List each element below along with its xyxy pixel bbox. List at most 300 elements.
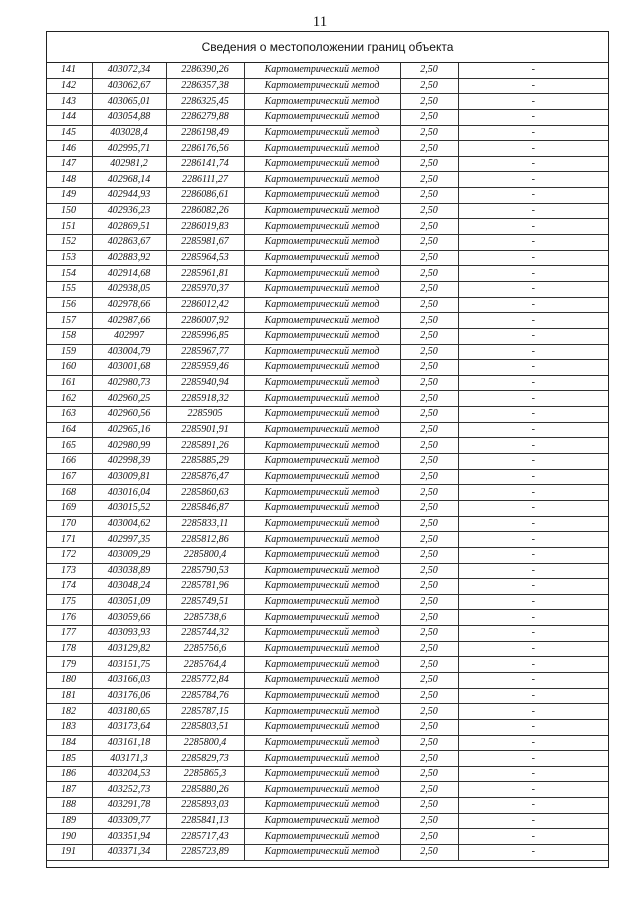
x-coordinate-cell: 403038,89 (92, 563, 166, 579)
y-coordinate-cell: 2285964,53 (166, 250, 244, 266)
note-cell: - (458, 782, 608, 798)
note-cell: - (458, 391, 608, 407)
x-coordinate-cell: 403016,04 (92, 485, 166, 501)
x-coordinate-cell: 403176,06 (92, 688, 166, 704)
method-cell: Картометрический метод (244, 641, 400, 657)
accuracy-cell: 2,50 (400, 485, 458, 501)
accuracy-cell: 2,50 (400, 360, 458, 376)
accuracy-cell: 2,50 (400, 845, 458, 861)
table-row (47, 766, 608, 782)
x-coordinate-cell: 402883,92 (92, 250, 166, 266)
x-coordinate-cell: 403151,75 (92, 657, 166, 673)
accuracy-cell: 2,50 (400, 547, 458, 563)
note-cell: - (458, 235, 608, 251)
x-coordinate-cell: 403173,64 (92, 719, 166, 735)
table-row (47, 313, 608, 329)
table-row (47, 78, 608, 94)
method-cell: Картометрический метод (244, 782, 400, 798)
accuracy-cell: 2,50 (400, 235, 458, 251)
table-row (47, 579, 608, 595)
point-number-cell: 156 (47, 297, 92, 313)
table-row (47, 688, 608, 704)
x-coordinate-cell: 403351,94 (92, 829, 166, 845)
note-cell: - (458, 626, 608, 642)
accuracy-cell: 2,50 (400, 813, 458, 829)
method-cell: Картометрический метод (244, 391, 400, 407)
note-cell: - (458, 375, 608, 391)
y-coordinate-cell: 2286082,26 (166, 203, 244, 219)
y-coordinate-cell: 2286111,27 (166, 172, 244, 188)
accuracy-cell: 2,50 (400, 672, 458, 688)
x-coordinate-cell: 402960,56 (92, 407, 166, 423)
x-coordinate-cell: 402869,51 (92, 219, 166, 235)
table-row (47, 594, 608, 610)
point-number-cell: 188 (47, 798, 92, 814)
x-coordinate-cell: 403059,66 (92, 610, 166, 626)
y-coordinate-cell: 2285891,26 (166, 438, 244, 454)
method-cell: Картометрический метод (244, 766, 400, 782)
table-row (47, 641, 608, 657)
method-cell: Картометрический метод (244, 328, 400, 344)
method-cell: Картометрический метод (244, 125, 400, 141)
y-coordinate-cell: 2285961,81 (166, 266, 244, 282)
point-number-cell: 178 (47, 641, 92, 657)
accuracy-cell: 2,50 (400, 782, 458, 798)
note-cell: - (458, 845, 608, 861)
accuracy-cell: 2,50 (400, 657, 458, 673)
note-cell: - (458, 281, 608, 297)
table-row (47, 563, 608, 579)
point-number-cell: 158 (47, 328, 92, 344)
note-cell: - (458, 203, 608, 219)
y-coordinate-cell: 2285833,11 (166, 516, 244, 532)
accuracy-cell: 2,50 (400, 141, 458, 157)
note-cell: - (458, 469, 608, 485)
x-coordinate-cell: 403001,68 (92, 360, 166, 376)
method-cell: Картометрический метод (244, 719, 400, 735)
y-coordinate-cell: 2285841,13 (166, 813, 244, 829)
point-number-cell: 161 (47, 375, 92, 391)
y-coordinate-cell: 2286019,83 (166, 219, 244, 235)
y-coordinate-cell: 2286390,26 (166, 63, 244, 78)
point-number-cell: 152 (47, 235, 92, 251)
x-coordinate-cell: 402978,66 (92, 297, 166, 313)
y-coordinate-cell: 2285800,4 (166, 735, 244, 751)
note-cell: - (458, 735, 608, 751)
method-cell: Картометрический метод (244, 375, 400, 391)
point-number-cell: 168 (47, 485, 92, 501)
note-cell: - (458, 109, 608, 125)
accuracy-cell: 2,50 (400, 422, 458, 438)
y-coordinate-cell: 2285967,77 (166, 344, 244, 360)
accuracy-cell: 2,50 (400, 125, 458, 141)
y-coordinate-cell: 2285885,29 (166, 454, 244, 470)
note-cell: - (458, 688, 608, 704)
x-coordinate-cell: 402997,35 (92, 532, 166, 548)
x-coordinate-cell: 403004,79 (92, 344, 166, 360)
method-cell: Картометрический метод (244, 845, 400, 861)
table-row (47, 63, 608, 78)
accuracy-cell: 2,50 (400, 328, 458, 344)
method-cell: Картометрический метод (244, 735, 400, 751)
y-coordinate-cell: 2285905 (166, 407, 244, 423)
x-coordinate-cell: 403051,09 (92, 594, 166, 610)
x-coordinate-cell: 402987,66 (92, 313, 166, 329)
note-cell: - (458, 344, 608, 360)
point-number-cell: 186 (47, 766, 92, 782)
table-row (47, 344, 608, 360)
point-number-cell: 147 (47, 156, 92, 172)
page-number: 11 (312, 14, 328, 30)
method-cell: Картометрический метод (244, 500, 400, 516)
note-cell: - (458, 125, 608, 141)
accuracy-cell: 2,50 (400, 188, 458, 204)
accuracy-cell: 2,50 (400, 641, 458, 657)
accuracy-cell: 2,50 (400, 594, 458, 610)
point-number-cell: 176 (47, 610, 92, 626)
y-coordinate-cell: 2286279,88 (166, 109, 244, 125)
note-cell: - (458, 813, 608, 829)
method-cell: Картометрический метод (244, 297, 400, 313)
table-row (47, 532, 608, 548)
table-row (47, 281, 608, 297)
boundary-table-sheet (46, 31, 609, 868)
accuracy-cell: 2,50 (400, 297, 458, 313)
accuracy-cell: 2,50 (400, 704, 458, 720)
x-coordinate-cell: 402995,71 (92, 141, 166, 157)
accuracy-cell: 2,50 (400, 344, 458, 360)
point-number-cell: 182 (47, 704, 92, 720)
table-row (47, 219, 608, 235)
table-row (47, 391, 608, 407)
table-row (47, 782, 608, 798)
point-number-cell: 165 (47, 438, 92, 454)
note-cell: - (458, 454, 608, 470)
method-cell: Картометрический метод (244, 579, 400, 595)
coordinates-table (47, 63, 608, 861)
table-row (47, 141, 608, 157)
note-cell: - (458, 438, 608, 454)
accuracy-cell: 2,50 (400, 266, 458, 282)
y-coordinate-cell: 2285860,63 (166, 485, 244, 501)
note-cell: - (458, 829, 608, 845)
table-row (47, 266, 608, 282)
x-coordinate-cell: 403009,29 (92, 547, 166, 563)
point-number-cell: 181 (47, 688, 92, 704)
y-coordinate-cell: 2285996,85 (166, 328, 244, 344)
point-number-cell: 184 (47, 735, 92, 751)
method-cell: Картометрический метод (244, 485, 400, 501)
y-coordinate-cell: 2285803,51 (166, 719, 244, 735)
section-title: Сведения о местоположении границ объекта (47, 32, 608, 63)
table-row (47, 813, 608, 829)
point-number-cell: 172 (47, 547, 92, 563)
y-coordinate-cell: 2285744,32 (166, 626, 244, 642)
y-coordinate-cell: 2285738,6 (166, 610, 244, 626)
accuracy-cell: 2,50 (400, 94, 458, 110)
table-row (47, 547, 608, 563)
x-coordinate-cell: 402997 (92, 328, 166, 344)
note-cell: - (458, 313, 608, 329)
y-coordinate-cell: 2286086,61 (166, 188, 244, 204)
accuracy-cell: 2,50 (400, 391, 458, 407)
table-row (47, 250, 608, 266)
method-cell: Картометрический метод (244, 63, 400, 78)
point-number-cell: 170 (47, 516, 92, 532)
y-coordinate-cell: 2285940,94 (166, 375, 244, 391)
y-coordinate-cell: 2285893,03 (166, 798, 244, 814)
method-cell: Картометрический метод (244, 109, 400, 125)
y-coordinate-cell: 2285829,73 (166, 751, 244, 767)
x-coordinate-cell: 403129,82 (92, 641, 166, 657)
table-row (47, 704, 608, 720)
method-cell: Картометрический метод (244, 688, 400, 704)
method-cell: Картометрический метод (244, 235, 400, 251)
y-coordinate-cell: 2285812,86 (166, 532, 244, 548)
accuracy-cell: 2,50 (400, 579, 458, 595)
note-cell: - (458, 798, 608, 814)
note-cell: - (458, 704, 608, 720)
x-coordinate-cell: 403015,52 (92, 500, 166, 516)
accuracy-cell: 2,50 (400, 250, 458, 266)
y-coordinate-cell: 2285901,91 (166, 422, 244, 438)
accuracy-cell: 2,50 (400, 626, 458, 642)
note-cell: - (458, 751, 608, 767)
y-coordinate-cell: 2285764,4 (166, 657, 244, 673)
y-coordinate-cell: 2285749,51 (166, 594, 244, 610)
note-cell: - (458, 579, 608, 595)
accuracy-cell: 2,50 (400, 63, 458, 78)
table-row (47, 125, 608, 141)
y-coordinate-cell: 2285781,96 (166, 579, 244, 595)
y-coordinate-cell: 2285772,84 (166, 672, 244, 688)
y-coordinate-cell: 2285880,26 (166, 782, 244, 798)
method-cell: Картометрический метод (244, 813, 400, 829)
y-coordinate-cell: 2286357,38 (166, 78, 244, 94)
method-cell: Картометрический метод (244, 219, 400, 235)
note-cell: - (458, 657, 608, 673)
method-cell: Картометрический метод (244, 829, 400, 845)
accuracy-cell: 2,50 (400, 438, 458, 454)
point-number-cell: 142 (47, 78, 92, 94)
table-row (47, 94, 608, 110)
method-cell: Картометрический метод (244, 422, 400, 438)
point-number-cell: 171 (47, 532, 92, 548)
note-cell: - (458, 266, 608, 282)
table-row (47, 438, 608, 454)
point-number-cell: 169 (47, 500, 92, 516)
x-coordinate-cell: 402980,73 (92, 375, 166, 391)
method-cell: Картометрический метод (244, 798, 400, 814)
x-coordinate-cell: 403166,03 (92, 672, 166, 688)
method-cell: Картометрический метод (244, 610, 400, 626)
accuracy-cell: 2,50 (400, 313, 458, 329)
method-cell: Картометрический метод (244, 156, 400, 172)
method-cell: Картометрический метод (244, 751, 400, 767)
table-row (47, 407, 608, 423)
note-cell: - (458, 594, 608, 610)
method-cell: Картометрический метод (244, 141, 400, 157)
method-cell: Картометрический метод (244, 594, 400, 610)
y-coordinate-cell: 2285800,4 (166, 547, 244, 563)
accuracy-cell: 2,50 (400, 203, 458, 219)
y-coordinate-cell: 2286007,92 (166, 313, 244, 329)
method-cell: Картометрический метод (244, 172, 400, 188)
table-row (47, 719, 608, 735)
x-coordinate-cell: 403252,73 (92, 782, 166, 798)
table-row (47, 657, 608, 673)
table-row (47, 500, 608, 516)
method-cell: Картометрический метод (244, 313, 400, 329)
accuracy-cell: 2,50 (400, 156, 458, 172)
method-cell: Картометрический метод (244, 547, 400, 563)
point-number-cell: 162 (47, 391, 92, 407)
note-cell: - (458, 422, 608, 438)
y-coordinate-cell: 2285717,43 (166, 829, 244, 845)
point-number-cell: 153 (47, 250, 92, 266)
note-cell: - (458, 516, 608, 532)
x-coordinate-cell: 403009,81 (92, 469, 166, 485)
table-row (47, 516, 608, 532)
accuracy-cell: 2,50 (400, 751, 458, 767)
method-cell: Картометрический метод (244, 626, 400, 642)
accuracy-cell: 2,50 (400, 500, 458, 516)
point-number-cell: 174 (47, 579, 92, 595)
table-row (47, 156, 608, 172)
y-coordinate-cell: 2286012,42 (166, 297, 244, 313)
table-row (47, 626, 608, 642)
note-cell: - (458, 94, 608, 110)
table-row (47, 829, 608, 845)
table-row (47, 422, 608, 438)
accuracy-cell: 2,50 (400, 469, 458, 485)
x-coordinate-cell: 402981,2 (92, 156, 166, 172)
table-row (47, 375, 608, 391)
method-cell: Картометрический метод (244, 563, 400, 579)
point-number-cell: 166 (47, 454, 92, 470)
note-cell: - (458, 328, 608, 344)
point-number-cell: 173 (47, 563, 92, 579)
point-number-cell: 151 (47, 219, 92, 235)
note-cell: - (458, 63, 608, 78)
note-cell: - (458, 563, 608, 579)
x-coordinate-cell: 402938,05 (92, 281, 166, 297)
note-cell: - (458, 610, 608, 626)
x-coordinate-cell: 402980,99 (92, 438, 166, 454)
point-number-cell: 146 (47, 141, 92, 157)
y-coordinate-cell: 2285787,15 (166, 704, 244, 720)
method-cell: Картометрический метод (244, 516, 400, 532)
x-coordinate-cell: 403371,34 (92, 845, 166, 861)
note-cell: - (458, 672, 608, 688)
y-coordinate-cell: 2285981,67 (166, 235, 244, 251)
accuracy-cell: 2,50 (400, 829, 458, 845)
point-number-cell: 154 (47, 266, 92, 282)
point-number-cell: 155 (47, 281, 92, 297)
method-cell: Картометрический метод (244, 532, 400, 548)
point-number-cell: 149 (47, 188, 92, 204)
table-row (47, 610, 608, 626)
note-cell: - (458, 219, 608, 235)
x-coordinate-cell: 403093,93 (92, 626, 166, 642)
y-coordinate-cell: 2285723,89 (166, 845, 244, 861)
table-row (47, 469, 608, 485)
accuracy-cell: 2,50 (400, 375, 458, 391)
point-number-cell: 150 (47, 203, 92, 219)
method-cell: Картометрический метод (244, 407, 400, 423)
y-coordinate-cell: 2286325,45 (166, 94, 244, 110)
point-number-cell: 167 (47, 469, 92, 485)
y-coordinate-cell: 2285790,53 (166, 563, 244, 579)
point-number-cell: 190 (47, 829, 92, 845)
point-number-cell: 187 (47, 782, 92, 798)
accuracy-cell: 2,50 (400, 109, 458, 125)
method-cell: Картометрический метод (244, 281, 400, 297)
y-coordinate-cell: 2285876,47 (166, 469, 244, 485)
note-cell: - (458, 297, 608, 313)
y-coordinate-cell: 2285784,76 (166, 688, 244, 704)
note-cell: - (458, 766, 608, 782)
note-cell: - (458, 360, 608, 376)
accuracy-cell: 2,50 (400, 719, 458, 735)
table-row (47, 751, 608, 767)
y-coordinate-cell: 2285959,46 (166, 360, 244, 376)
table-row (47, 672, 608, 688)
point-number-cell: 145 (47, 125, 92, 141)
method-cell: Картометрический метод (244, 438, 400, 454)
method-cell: Картометрический метод (244, 704, 400, 720)
note-cell: - (458, 78, 608, 94)
method-cell: Картометрический метод (244, 469, 400, 485)
method-cell: Картометрический метод (244, 360, 400, 376)
note-cell: - (458, 641, 608, 657)
point-number-cell: 185 (47, 751, 92, 767)
x-coordinate-cell: 402863,67 (92, 235, 166, 251)
table-row (47, 485, 608, 501)
x-coordinate-cell: 403065,01 (92, 94, 166, 110)
y-coordinate-cell: 2285846,87 (166, 500, 244, 516)
x-coordinate-cell: 402968,14 (92, 172, 166, 188)
accuracy-cell: 2,50 (400, 281, 458, 297)
y-coordinate-cell: 2285918,32 (166, 391, 244, 407)
note-cell: - (458, 500, 608, 516)
y-coordinate-cell: 2286176,56 (166, 141, 244, 157)
x-coordinate-cell: 403180,65 (92, 704, 166, 720)
table-row (47, 735, 608, 751)
table-row (47, 360, 608, 376)
note-cell: - (458, 719, 608, 735)
method-cell: Картометрический метод (244, 454, 400, 470)
accuracy-cell: 2,50 (400, 172, 458, 188)
point-number-cell: 175 (47, 594, 92, 610)
method-cell: Картометрический метод (244, 266, 400, 282)
table-row (47, 454, 608, 470)
accuracy-cell: 2,50 (400, 454, 458, 470)
point-number-cell: 141 (47, 63, 92, 78)
point-number-cell: 179 (47, 657, 92, 673)
x-coordinate-cell: 403048,24 (92, 579, 166, 595)
table-row (47, 172, 608, 188)
accuracy-cell: 2,50 (400, 516, 458, 532)
method-cell: Картометрический метод (244, 203, 400, 219)
x-coordinate-cell: 403028,4 (92, 125, 166, 141)
accuracy-cell: 2,50 (400, 688, 458, 704)
point-number-cell: 191 (47, 845, 92, 861)
x-coordinate-cell: 402960,25 (92, 391, 166, 407)
point-number-cell: 183 (47, 719, 92, 735)
x-coordinate-cell: 402998,39 (92, 454, 166, 470)
point-number-cell: 177 (47, 626, 92, 642)
